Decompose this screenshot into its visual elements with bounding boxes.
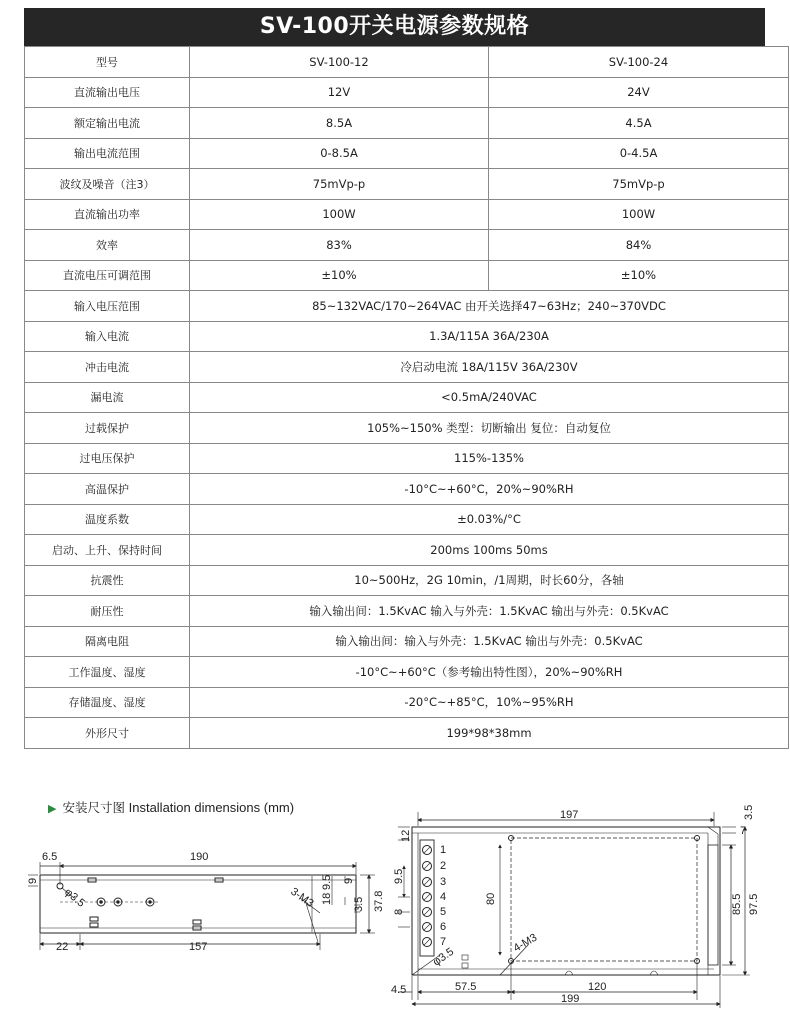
spec-label: 隔离电阻 bbox=[25, 626, 190, 657]
top-flange bbox=[708, 845, 718, 965]
terminal-label: 1 bbox=[440, 844, 447, 856]
spec-label: 启动、上升、保持时间 bbox=[25, 535, 190, 566]
spec-label: 型号 bbox=[25, 47, 190, 78]
spec-value-model-24: SV-100-24 bbox=[489, 47, 789, 78]
dim-199: 199 bbox=[561, 993, 580, 1005]
dim-37-8: 37.8 bbox=[373, 890, 385, 912]
spec-label: 直流输出电压 bbox=[25, 77, 190, 108]
spec-value: 输入输出间：输入与外壳：1.5KvAC 输出与外壳：0.5KvAC bbox=[190, 626, 789, 657]
dim-9b: 9 bbox=[343, 877, 355, 884]
spec-label: 过电压保护 bbox=[25, 443, 190, 474]
dim-18: 18 bbox=[321, 892, 333, 905]
dim-phi35: φ3.5 bbox=[62, 886, 87, 910]
spec-label: 外形尺寸 bbox=[25, 718, 190, 749]
spec-value-model-12: 12V bbox=[190, 77, 489, 108]
dimensions-heading-cn: 安装尺寸图 bbox=[62, 800, 125, 815]
spec-value: 105%~150% 类型：切断输出 复位：自动复位 bbox=[190, 413, 789, 444]
dim-8: 8 bbox=[393, 908, 405, 915]
spec-value: 199*98*38mm bbox=[190, 718, 789, 749]
dimensions-heading-en: Installation dimensions (mm) bbox=[128, 800, 295, 815]
side-slot bbox=[90, 917, 98, 921]
terminal-block bbox=[420, 840, 434, 956]
dim-197: 197 bbox=[560, 809, 579, 821]
terminal-screws bbox=[423, 846, 432, 947]
spec-value-model-24: 0-4.5A bbox=[489, 138, 789, 169]
dim-12: 12 bbox=[400, 829, 412, 842]
dim-80: 80 bbox=[485, 892, 497, 905]
spec-value: -10°C~+60°C（参考输出特性图），20%~90%RH bbox=[190, 657, 789, 688]
spec-value-model-24: ±10% bbox=[489, 260, 789, 291]
top-view bbox=[398, 812, 750, 1008]
terminal-label: 5 bbox=[440, 906, 447, 918]
dim-4-5: 4.5 bbox=[391, 984, 407, 996]
terminal-label: 2 bbox=[440, 860, 447, 872]
spec-label: 直流电压可调范围 bbox=[25, 260, 190, 291]
spec-value-model-12: 0-8.5A bbox=[190, 138, 489, 169]
spec-label: 耐压性 bbox=[25, 596, 190, 627]
dim-57-5: 57.5 bbox=[455, 981, 477, 993]
dim-157: 157 bbox=[189, 941, 208, 953]
side-slot bbox=[90, 923, 98, 927]
dim-7: 7 bbox=[740, 825, 747, 837]
spec-value: ±0.03%/°C bbox=[190, 504, 789, 535]
spec-label: 抗震性 bbox=[25, 565, 190, 596]
spec-label: 漏电流 bbox=[25, 382, 190, 413]
spec-value: 1.3A/115A 36A/230A bbox=[190, 321, 789, 352]
dim-22: 22 bbox=[56, 941, 69, 953]
dim-97-5: 97.5 bbox=[748, 893, 760, 915]
spec-label: 直流输出功率 bbox=[25, 199, 190, 230]
spec-label: 工作温度、湿度 bbox=[25, 657, 190, 688]
spec-title: SV-100开关电源参数规格 bbox=[24, 8, 765, 46]
spec-value: -20°C~+85°C，10%~95%RH bbox=[190, 687, 789, 718]
spec-value: 115%-135% bbox=[190, 443, 789, 474]
spec-label: 高温保护 bbox=[25, 474, 190, 505]
dim-4-m3: 4-M3 bbox=[511, 931, 540, 955]
spec-value: -10°C~+60°C，20%~90%RH bbox=[190, 474, 789, 505]
spec-label: 输出电流范围 bbox=[25, 138, 190, 169]
dim-top-3-5: 3.5 bbox=[743, 804, 755, 820]
spec-value-model-12: 75mVp-p bbox=[190, 169, 489, 200]
terminal-label: 7 bbox=[440, 936, 447, 948]
spec-label: 效率 bbox=[25, 230, 190, 261]
dim-9-5: 9.5 bbox=[321, 874, 333, 890]
dim-9: 9 bbox=[27, 877, 39, 884]
triangle-bullet-icon: ▶ bbox=[48, 803, 57, 815]
spec-label: 波纹及噪音（注3） bbox=[25, 169, 190, 200]
terminal-label: 6 bbox=[440, 921, 447, 933]
dim-6-5: 6.5 bbox=[42, 851, 58, 863]
dim-85-5: 85.5 bbox=[731, 893, 743, 915]
spec-label: 输入电压范围 bbox=[25, 291, 190, 322]
spec-value: <0.5mA/240VAC bbox=[190, 382, 789, 413]
side-slot bbox=[193, 920, 201, 924]
top-body-outline bbox=[412, 827, 720, 975]
spec-label: 存储温度、湿度 bbox=[25, 687, 190, 718]
dim-3-m3: 3-M3 bbox=[288, 885, 316, 910]
spec-label: 温度系数 bbox=[25, 504, 190, 535]
spec-value-model-12: 100W bbox=[190, 199, 489, 230]
spec-value-model-24: 100W bbox=[489, 199, 789, 230]
spec-value-model-24: 24V bbox=[489, 77, 789, 108]
dim-190: 190 bbox=[190, 851, 209, 863]
spec-value-model-12: SV-100-12 bbox=[190, 47, 489, 78]
spec-value-model-12: ±10% bbox=[190, 260, 489, 291]
spec-label: 过载保护 bbox=[25, 413, 190, 444]
dim-3-5: 3.5 bbox=[353, 896, 365, 912]
spec-value: 10~500Hz，2G 10min，/1周期，时长60分，各轴 bbox=[190, 565, 789, 596]
spec-value-model-12: 83% bbox=[190, 230, 489, 261]
terminal-label: 4 bbox=[440, 891, 447, 903]
spec-value-model-24: 84% bbox=[489, 230, 789, 261]
spec-value: 冷启动电流 18A/115V 36A/230V bbox=[190, 352, 789, 383]
dim-top-phi35: φ3.5 bbox=[430, 945, 457, 969]
spec-label: 额定输出电流 bbox=[25, 108, 190, 139]
spec-value: 输入输出间：1.5KvAC 输入与外壳：1.5KvAC 输出与外壳：0.5KvAC bbox=[190, 596, 789, 627]
dim-120: 120 bbox=[588, 981, 607, 993]
spec-value-model-24: 75mVp-p bbox=[489, 169, 789, 200]
spec-label: 输入电流 bbox=[25, 321, 190, 352]
spec-label: 冲击电流 bbox=[25, 352, 190, 383]
spec-value: 200ms 100ms 50ms bbox=[190, 535, 789, 566]
terminal-label: 3 bbox=[440, 876, 447, 888]
dim-top-9-5: 9.5 bbox=[393, 868, 405, 884]
spec-value: 85~132VAC/170~264VAC 由开关选择47~63Hz；240~370VDC bbox=[190, 291, 789, 322]
spec-value-model-12: 8.5A bbox=[190, 108, 489, 139]
spec-value-model-24: 4.5A bbox=[489, 108, 789, 139]
